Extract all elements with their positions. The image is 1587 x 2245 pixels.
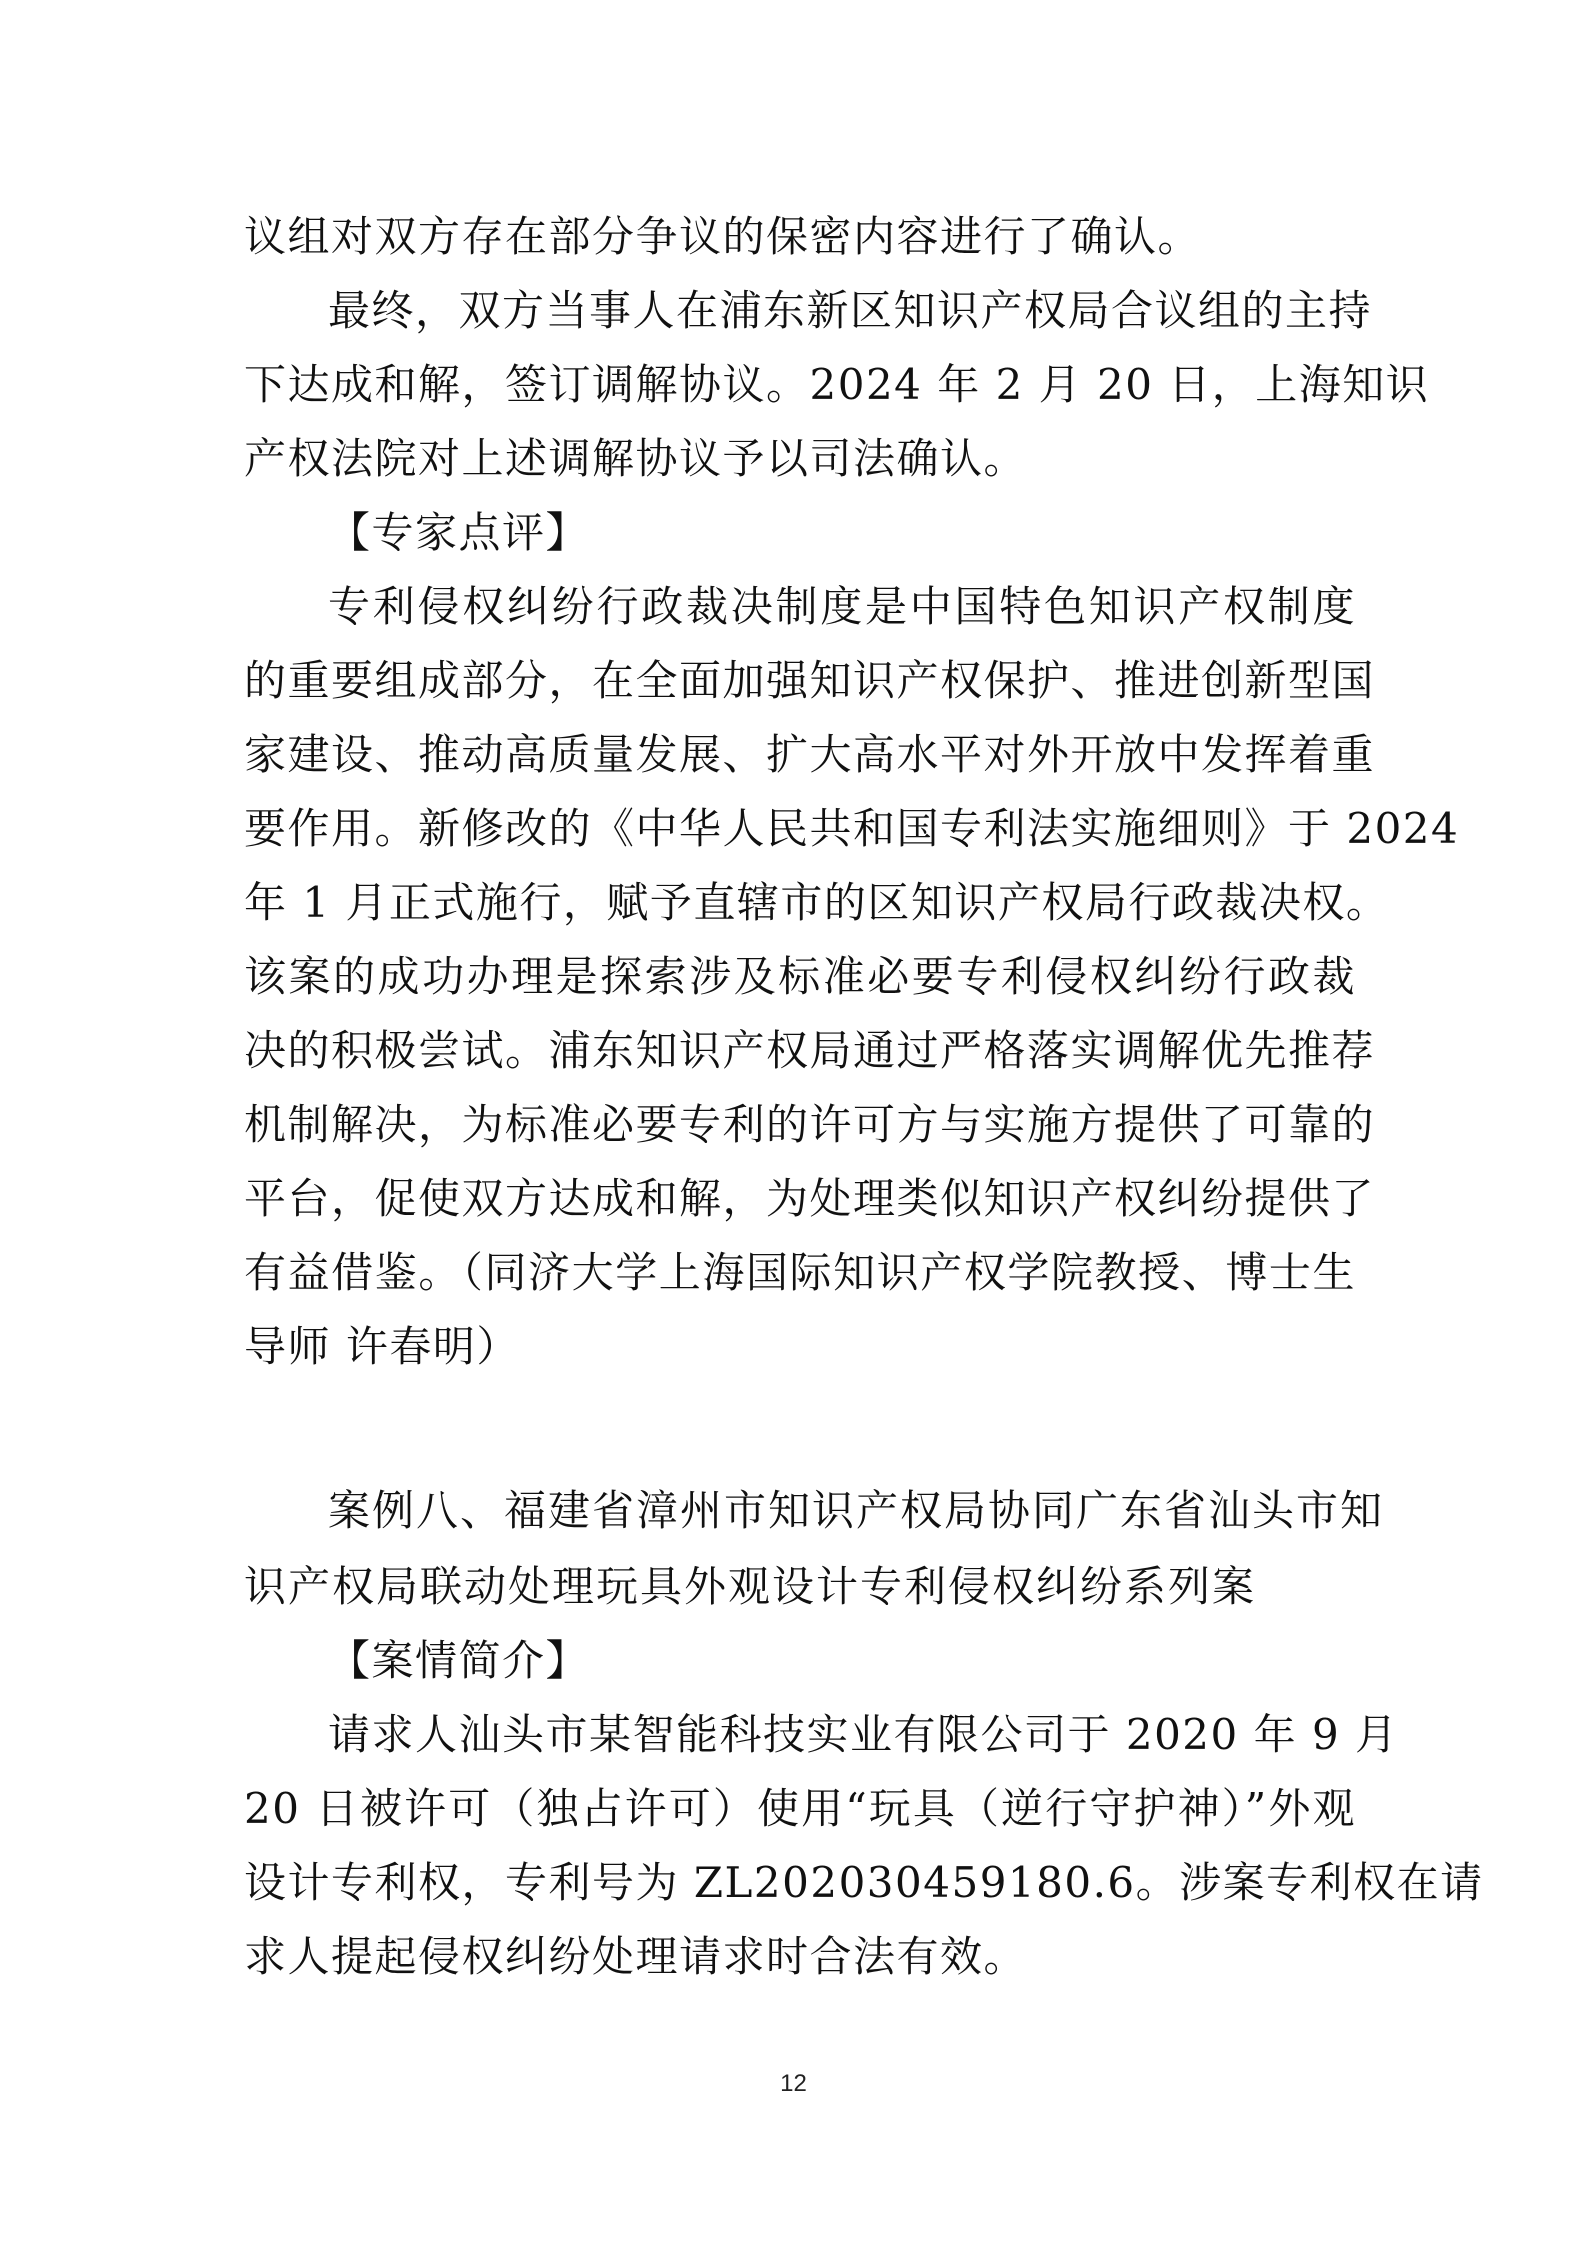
paragraph-line: 产权法院对上述调解协议予以司法确认。	[244, 434, 1028, 483]
section-heading-expert: 【专家点评】	[328, 508, 590, 557]
paragraph-line: 导师 许春明）	[244, 1322, 520, 1371]
paragraph-line: 请求人汕头市某智能科技实业有限公司于 2020 年 9 月	[328, 1710, 1399, 1759]
paragraph-line: 有益借鉴。（同济大学上海国际知识产权学院教授、博士生	[244, 1248, 1356, 1297]
page-number: 12	[780, 2070, 807, 2097]
paragraph-line: 机制解决，为标准必要专利的许可方与实施方提供了可靠的	[244, 1100, 1376, 1149]
paragraph-line: 年 1 月正式施行，赋予直辖市的区知识产权局行政裁决权。	[244, 878, 1390, 927]
section-heading-case-summary: 【案情简介】	[328, 1636, 590, 1685]
paragraph-line: 议组对双方存在部分争议的保密内容进行了确认。	[244, 212, 1202, 261]
paragraph-line: 20 日被许可（独占许可）使用“玩具（逆行守护神）”外观	[244, 1784, 1356, 1833]
paragraph-line: 专利侵权纠纷行政裁决制度是中国特色知识产权制度	[328, 582, 1356, 631]
paragraph-line: 下达成和解，签订调解协议。2024 年 2 月 20 日，上海知识	[244, 360, 1430, 409]
paragraph-line: 决的积极尝试。浦东知识产权局通过严格落实调解优先推荐	[244, 1026, 1376, 1075]
case-title: 案例八、福建省漳州市知识产权局协同广东省汕头市知	[328, 1486, 1385, 1535]
paragraph-line: 家建设、推动高质量发展、扩大高水平对外开放中发挥着重	[244, 730, 1376, 779]
paragraph-line: 该案的成功办理是探索涉及标准必要专利侵权纠纷行政裁	[244, 952, 1356, 1001]
paragraph-line: 平台，促使双方达成和解，为处理类似知识产权纠纷提供了	[244, 1174, 1376, 1223]
paragraph-line: 要作用。新修改的《中华人民共和国专利法实施细则》于 2024	[244, 804, 1460, 853]
paragraph-line: 最终，双方当事人在浦东新区知识产权局合议组的主持	[328, 286, 1373, 335]
case-title: 识产权局联动处理玩具外观设计专利侵权纠纷系列案	[244, 1562, 1257, 1611]
paragraph-line: 设计专利权，专利号为 ZL202030459180.6。涉案专利权在请	[244, 1858, 1484, 1907]
paragraph-line: 求人提起侵权纠纷处理请求时合法有效。	[244, 1932, 1028, 1981]
paragraph-line: 的重要组成部分，在全面加强知识产权保护、推进创新型国	[244, 656, 1376, 705]
